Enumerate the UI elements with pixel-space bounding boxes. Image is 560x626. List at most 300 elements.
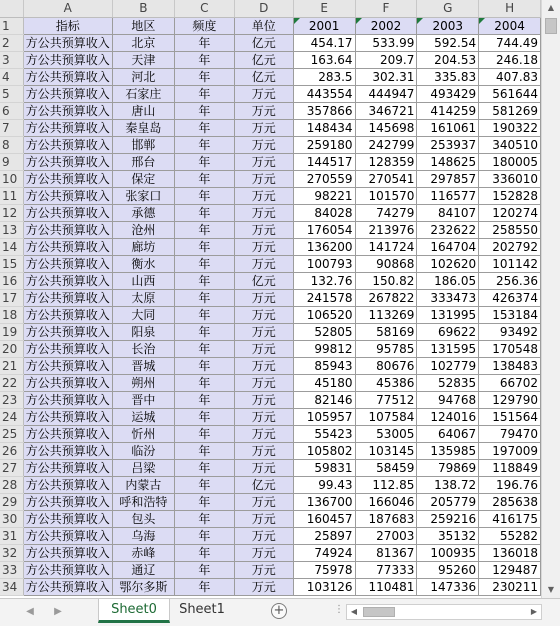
cell[interactable]: 58169 xyxy=(355,323,417,340)
cell[interactable]: 147336 xyxy=(417,578,479,595)
plus-circle-icon[interactable]: + xyxy=(271,603,287,619)
cell[interactable]: 136018 xyxy=(479,544,541,561)
cell[interactable]: 方公共预算收入 xyxy=(23,102,112,119)
cell[interactable]: 万元 xyxy=(234,204,293,221)
cell[interactable]: 230211 xyxy=(479,578,541,595)
column-header-e[interactable]: E xyxy=(293,0,355,17)
cell[interactable]: 万元 xyxy=(234,255,293,272)
header-cell[interactable]: 2001 xyxy=(293,17,355,34)
row-number[interactable]: 21 xyxy=(0,357,23,374)
cell[interactable]: 方公共预算收入 xyxy=(23,357,112,374)
row-number[interactable]: 33 xyxy=(0,561,23,578)
cell[interactable]: 万元 xyxy=(234,136,293,153)
row-number[interactable]: 5 xyxy=(0,85,23,102)
cell[interactable]: 年 xyxy=(174,255,234,272)
cell[interactable]: 85943 xyxy=(293,357,355,374)
cell[interactable]: 方公共预算收入 xyxy=(23,187,112,204)
cell[interactable]: 万元 xyxy=(234,374,293,391)
cell[interactable]: 176054 xyxy=(293,221,355,238)
cell[interactable]: 天津 xyxy=(112,51,174,68)
cell[interactable]: 方公共预算收入 xyxy=(23,459,112,476)
cell[interactable]: 186.05 xyxy=(417,272,479,289)
column-header-g[interactable]: G xyxy=(417,0,479,17)
row-number[interactable]: 32 xyxy=(0,544,23,561)
row-number[interactable]: 34 xyxy=(0,578,23,595)
scroll-up-icon[interactable]: ▲ xyxy=(547,3,555,12)
header-cell[interactable]: 频度 xyxy=(174,17,234,34)
row-number[interactable]: 24 xyxy=(0,408,23,425)
row-number[interactable]: 13 xyxy=(0,221,23,238)
column-header-b[interactable]: B xyxy=(112,0,174,17)
cell[interactable]: 万元 xyxy=(234,289,293,306)
cell[interactable]: 81367 xyxy=(355,544,417,561)
cell[interactable]: 方公共预算收入 xyxy=(23,136,112,153)
vertical-scrollbar[interactable] xyxy=(541,0,560,598)
cell[interactable]: 万元 xyxy=(234,170,293,187)
cell[interactable]: 102779 xyxy=(417,357,479,374)
cell[interactable]: 呼和浩特 xyxy=(112,493,174,510)
cell[interactable]: 152828 xyxy=(479,187,541,204)
scroll-right-icon[interactable]: ▶ xyxy=(530,607,538,616)
cell[interactable]: 年 xyxy=(174,85,234,102)
cell[interactable]: 年 xyxy=(174,323,234,340)
row-number[interactable]: 29 xyxy=(0,493,23,510)
cell[interactable]: 通辽 xyxy=(112,561,174,578)
cell[interactable]: 426374 xyxy=(479,289,541,306)
row-number[interactable]: 27 xyxy=(0,459,23,476)
row-number[interactable]: 28 xyxy=(0,476,23,493)
row-number[interactable]: 1 xyxy=(0,17,23,34)
cell[interactable]: 77512 xyxy=(355,391,417,408)
cell[interactable]: 592.54 xyxy=(417,34,479,51)
cell[interactable]: 运城 xyxy=(112,408,174,425)
cell[interactable]: 方公共预算收入 xyxy=(23,374,112,391)
cell[interactable]: 方公共预算收入 xyxy=(23,68,112,85)
cell[interactable]: 99812 xyxy=(293,340,355,357)
cell[interactable]: 万元 xyxy=(234,544,293,561)
cell[interactable]: 160457 xyxy=(293,510,355,527)
cell[interactable]: 98221 xyxy=(293,187,355,204)
cell[interactable]: 万元 xyxy=(234,221,293,238)
row-number[interactable]: 11 xyxy=(0,187,23,204)
cell[interactable]: 方公共预算收入 xyxy=(23,289,112,306)
cell[interactable]: 744.49 xyxy=(479,34,541,51)
cell[interactable]: 533.99 xyxy=(355,34,417,51)
row-number[interactable]: 18 xyxy=(0,306,23,323)
cell[interactable]: 335.83 xyxy=(417,68,479,85)
cell[interactable]: 103145 xyxy=(355,442,417,459)
cell[interactable]: 亿元 xyxy=(234,68,293,85)
cell[interactable]: 年 xyxy=(174,51,234,68)
cell[interactable]: 131995 xyxy=(417,306,479,323)
cell[interactable]: 407.83 xyxy=(479,68,541,85)
cell[interactable]: 414259 xyxy=(417,102,479,119)
row-number[interactable]: 10 xyxy=(0,170,23,187)
column-header-c[interactable]: C xyxy=(174,0,234,17)
cell[interactable]: 方公共预算收入 xyxy=(23,34,112,51)
scroll-thumb[interactable] xyxy=(545,18,557,34)
cell[interactable]: 101142 xyxy=(479,255,541,272)
cell[interactable]: 年 xyxy=(174,136,234,153)
cell[interactable]: 年 xyxy=(174,170,234,187)
cell[interactable]: 90868 xyxy=(355,255,417,272)
cell[interactable]: 万元 xyxy=(234,187,293,204)
cell[interactable]: 年 xyxy=(174,102,234,119)
cell[interactable]: 方公共预算收入 xyxy=(23,578,112,595)
cell[interactable]: 82146 xyxy=(293,391,355,408)
cell[interactable]: 205779 xyxy=(417,493,479,510)
cell[interactable]: 166046 xyxy=(355,493,417,510)
cell[interactable]: 年 xyxy=(174,238,234,255)
cell[interactable]: 年 xyxy=(174,68,234,85)
cell[interactable]: 52805 xyxy=(293,323,355,340)
cell[interactable]: 衡水 xyxy=(112,255,174,272)
cell[interactable]: 84028 xyxy=(293,204,355,221)
cell[interactable]: 方公共预算收入 xyxy=(23,544,112,561)
cell[interactable]: 张家口 xyxy=(112,187,174,204)
row-number[interactable]: 7 xyxy=(0,119,23,136)
cell[interactable]: 283.5 xyxy=(293,68,355,85)
cell[interactable]: 148434 xyxy=(293,119,355,136)
cell[interactable]: 方公共预算收入 xyxy=(23,255,112,272)
cell[interactable]: 45386 xyxy=(355,374,417,391)
cell[interactable]: 年 xyxy=(174,187,234,204)
cell[interactable]: 346721 xyxy=(355,102,417,119)
cell[interactable]: 大同 xyxy=(112,306,174,323)
cell[interactable]: 443554 xyxy=(293,85,355,102)
hscroll-thumb[interactable] xyxy=(363,607,395,617)
row-number[interactable]: 6 xyxy=(0,102,23,119)
cell[interactable]: 69622 xyxy=(417,323,479,340)
cell[interactable]: 357866 xyxy=(293,102,355,119)
tab-sheet0[interactable]: Sheet0 xyxy=(98,599,170,623)
column-header-a[interactable]: A xyxy=(23,0,112,17)
row-number[interactable]: 14 xyxy=(0,238,23,255)
cell[interactable]: 方公共预算收入 xyxy=(23,323,112,340)
row-number[interactable]: 30 xyxy=(0,510,23,527)
cell[interactable]: 年 xyxy=(174,476,234,493)
cell[interactable]: 方公共预算收入 xyxy=(23,493,112,510)
select-all-corner[interactable] xyxy=(0,0,23,17)
row-number[interactable]: 9 xyxy=(0,153,23,170)
cell[interactable]: 164704 xyxy=(417,238,479,255)
cell[interactable]: 万元 xyxy=(234,425,293,442)
cell[interactable]: 105957 xyxy=(293,408,355,425)
cell[interactable]: 256.36 xyxy=(479,272,541,289)
cell[interactable]: 石家庄 xyxy=(112,85,174,102)
cell[interactable]: 107584 xyxy=(355,408,417,425)
cell[interactable]: 临汾 xyxy=(112,442,174,459)
cell[interactable]: 万元 xyxy=(234,238,293,255)
cell[interactable]: 105802 xyxy=(293,442,355,459)
cell[interactable]: 132.76 xyxy=(293,272,355,289)
cell[interactable]: 万元 xyxy=(234,340,293,357)
cell[interactable]: 年 xyxy=(174,289,234,306)
cell[interactable]: 110481 xyxy=(355,578,417,595)
cell[interactable]: 64067 xyxy=(417,425,479,442)
cell[interactable]: 145698 xyxy=(355,119,417,136)
cell[interactable]: 187683 xyxy=(355,510,417,527)
cell[interactable]: 25897 xyxy=(293,527,355,544)
cell[interactable]: 万元 xyxy=(234,510,293,527)
cell[interactable]: 232622 xyxy=(417,221,479,238)
cell[interactable]: 581269 xyxy=(479,102,541,119)
cell[interactable]: 万元 xyxy=(234,391,293,408)
cell[interactable]: 年 xyxy=(174,119,234,136)
cell[interactable]: 年 xyxy=(174,442,234,459)
cell[interactable]: 180005 xyxy=(479,153,541,170)
cell[interactable]: 内蒙古 xyxy=(112,476,174,493)
cell[interactable]: 59831 xyxy=(293,459,355,476)
cell[interactable]: 唐山 xyxy=(112,102,174,119)
cell[interactable]: 113269 xyxy=(355,306,417,323)
cell[interactable]: 204.53 xyxy=(417,51,479,68)
cell[interactable]: 年 xyxy=(174,544,234,561)
row-number[interactable]: 16 xyxy=(0,272,23,289)
cell[interactable]: 承德 xyxy=(112,204,174,221)
cell[interactable]: 161061 xyxy=(417,119,479,136)
cell[interactable]: 方公共预算收入 xyxy=(23,170,112,187)
horizontal-scrollbar[interactable] xyxy=(346,604,542,620)
cell[interactable]: 万元 xyxy=(234,578,293,595)
cell[interactable]: 方公共预算收入 xyxy=(23,306,112,323)
cell[interactable]: 58459 xyxy=(355,459,417,476)
cell[interactable]: 太原 xyxy=(112,289,174,306)
cell[interactable]: 333473 xyxy=(417,289,479,306)
cell[interactable]: 112.85 xyxy=(355,476,417,493)
cell[interactable]: 方公共预算收入 xyxy=(23,510,112,527)
row-number[interactable]: 8 xyxy=(0,136,23,153)
cell[interactable]: 亿元 xyxy=(234,51,293,68)
cell[interactable]: 方公共预算收入 xyxy=(23,476,112,493)
column-header-d[interactable]: D xyxy=(234,0,293,17)
cell[interactable]: 河北 xyxy=(112,68,174,85)
cell[interactable]: 方公共预算收入 xyxy=(23,153,112,170)
cell[interactable]: 493429 xyxy=(417,85,479,102)
cell[interactable]: 年 xyxy=(174,306,234,323)
triangle-right-icon[interactable]: ▶ xyxy=(54,606,62,617)
cell[interactable]: 151564 xyxy=(479,408,541,425)
cell[interactable]: 亿元 xyxy=(234,476,293,493)
cell[interactable]: 年 xyxy=(174,272,234,289)
column-header-f[interactable]: F xyxy=(355,0,417,17)
cell[interactable]: 年 xyxy=(174,391,234,408)
cell[interactable]: 116577 xyxy=(417,187,479,204)
cell[interactable]: 万元 xyxy=(234,323,293,340)
cell[interactable]: 年 xyxy=(174,510,234,527)
cell[interactable]: 102620 xyxy=(417,255,479,272)
cell[interactable]: 150.82 xyxy=(355,272,417,289)
cell[interactable]: 153184 xyxy=(479,306,541,323)
cell[interactable]: 242799 xyxy=(355,136,417,153)
cell[interactable]: 297857 xyxy=(417,170,479,187)
cell[interactable]: 84107 xyxy=(417,204,479,221)
cell[interactable]: 年 xyxy=(174,578,234,595)
cell[interactable]: 259216 xyxy=(417,510,479,527)
cell[interactable]: 乌海 xyxy=(112,527,174,544)
cell[interactable]: 129487 xyxy=(479,561,541,578)
cell[interactable]: 年 xyxy=(174,374,234,391)
cell[interactable]: 方公共预算收入 xyxy=(23,442,112,459)
cell[interactable]: 77333 xyxy=(355,561,417,578)
cell[interactable]: 包头 xyxy=(112,510,174,527)
cell[interactable]: 忻州 xyxy=(112,425,174,442)
cell[interactable]: 246.18 xyxy=(479,51,541,68)
cell[interactable]: 邯郸 xyxy=(112,136,174,153)
cell[interactable]: 35132 xyxy=(417,527,479,544)
cell[interactable]: 120274 xyxy=(479,204,541,221)
cell[interactable]: 秦皇岛 xyxy=(112,119,174,136)
cell[interactable]: 93492 xyxy=(479,323,541,340)
cell[interactable]: 方公共预算收入 xyxy=(23,119,112,136)
cell[interactable]: 万元 xyxy=(234,442,293,459)
cell[interactable]: 53005 xyxy=(355,425,417,442)
cell[interactable]: 廊坊 xyxy=(112,238,174,255)
row-number[interactable]: 4 xyxy=(0,68,23,85)
cell[interactable]: 270559 xyxy=(293,170,355,187)
cell[interactable]: 101570 xyxy=(355,187,417,204)
row-number[interactable]: 25 xyxy=(0,425,23,442)
row-number[interactable]: 19 xyxy=(0,323,23,340)
cell[interactable]: 136700 xyxy=(293,493,355,510)
cell[interactable]: 163.64 xyxy=(293,51,355,68)
cell[interactable]: 27003 xyxy=(355,527,417,544)
cell[interactable]: 94768 xyxy=(417,391,479,408)
cell[interactable]: 270541 xyxy=(355,170,417,187)
cell[interactable]: 年 xyxy=(174,459,234,476)
row-number[interactable]: 26 xyxy=(0,442,23,459)
cell[interactable]: 年 xyxy=(174,34,234,51)
cell[interactable]: 晋中 xyxy=(112,391,174,408)
cell[interactable]: 亿元 xyxy=(234,272,293,289)
cell[interactable]: 年 xyxy=(174,493,234,510)
row-number[interactable]: 2 xyxy=(0,34,23,51)
cell[interactable]: 52835 xyxy=(417,374,479,391)
cell[interactable]: 方公共预算收入 xyxy=(23,272,112,289)
cell[interactable]: 年 xyxy=(174,204,234,221)
cell[interactable]: 99.43 xyxy=(293,476,355,493)
cell[interactable]: 66702 xyxy=(479,374,541,391)
cell[interactable]: 79869 xyxy=(417,459,479,476)
cell[interactable]: 阳泉 xyxy=(112,323,174,340)
cell[interactable]: 267822 xyxy=(355,289,417,306)
scroll-down-icon[interactable]: ▼ xyxy=(547,585,555,594)
cell[interactable]: 方公共预算收入 xyxy=(23,391,112,408)
cell[interactable]: 万元 xyxy=(234,357,293,374)
cell[interactable]: 沧州 xyxy=(112,221,174,238)
column-header-h[interactable]: H xyxy=(479,0,541,17)
cell[interactable]: 万元 xyxy=(234,102,293,119)
cell[interactable]: 74924 xyxy=(293,544,355,561)
cell[interactable]: 方公共预算收入 xyxy=(23,408,112,425)
cell[interactable]: 196.76 xyxy=(479,476,541,493)
cell[interactable]: 方公共预算收入 xyxy=(23,85,112,102)
cell[interactable]: 213976 xyxy=(355,221,417,238)
cell[interactable]: 年 xyxy=(174,527,234,544)
cell[interactable]: 135985 xyxy=(417,442,479,459)
cell[interactable]: 259180 xyxy=(293,136,355,153)
header-cell[interactable]: 指标 xyxy=(23,17,112,34)
cell[interactable]: 年 xyxy=(174,561,234,578)
cell[interactable]: 45180 xyxy=(293,374,355,391)
cell[interactable]: 209.7 xyxy=(355,51,417,68)
row-number[interactable]: 17 xyxy=(0,289,23,306)
cell[interactable]: 年 xyxy=(174,357,234,374)
cell[interactable]: 74279 xyxy=(355,204,417,221)
cell[interactable]: 454.17 xyxy=(293,34,355,51)
cell[interactable]: 万元 xyxy=(234,459,293,476)
cell[interactable]: 124016 xyxy=(417,408,479,425)
cell[interactable]: 方公共预算收入 xyxy=(23,51,112,68)
cell[interactable]: 晋城 xyxy=(112,357,174,374)
cell[interactable]: 202792 xyxy=(479,238,541,255)
cell[interactable]: 长治 xyxy=(112,340,174,357)
row-number[interactable]: 3 xyxy=(0,51,23,68)
cell[interactable]: 万元 xyxy=(234,85,293,102)
cell[interactable]: 103126 xyxy=(293,578,355,595)
cell[interactable]: 190322 xyxy=(479,119,541,136)
cell[interactable]: 131595 xyxy=(417,340,479,357)
cell[interactable]: 100935 xyxy=(417,544,479,561)
cell[interactable]: 253937 xyxy=(417,136,479,153)
header-cell[interactable]: 地区 xyxy=(112,17,174,34)
header-cell[interactable]: 单位 xyxy=(234,17,293,34)
cell[interactable]: 万元 xyxy=(234,493,293,510)
cell[interactable]: 128359 xyxy=(355,153,417,170)
row-number[interactable]: 31 xyxy=(0,527,23,544)
row-number[interactable]: 15 xyxy=(0,255,23,272)
cell[interactable]: 444947 xyxy=(355,85,417,102)
cell[interactable]: 79470 xyxy=(479,425,541,442)
cell[interactable]: 方公共预算收入 xyxy=(23,204,112,221)
cell[interactable]: 万元 xyxy=(234,153,293,170)
row-number[interactable]: 23 xyxy=(0,391,23,408)
cell[interactable]: 118849 xyxy=(479,459,541,476)
cell[interactable]: 方公共预算收入 xyxy=(23,527,112,544)
cell[interactable]: 170548 xyxy=(479,340,541,357)
header-cell[interactable]: 2003 xyxy=(417,17,479,34)
cell[interactable]: 保定 xyxy=(112,170,174,187)
cell[interactable]: 邢台 xyxy=(112,153,174,170)
row-number[interactable]: 20 xyxy=(0,340,23,357)
cell[interactable]: 144517 xyxy=(293,153,355,170)
cell[interactable]: 年 xyxy=(174,425,234,442)
cell[interactable]: 100793 xyxy=(293,255,355,272)
cell[interactable]: 55282 xyxy=(479,527,541,544)
cell[interactable]: 138.72 xyxy=(417,476,479,493)
cell[interactable]: 336010 xyxy=(479,170,541,187)
header-cell[interactable]: 2004 xyxy=(479,17,541,34)
cell[interactable]: 241578 xyxy=(293,289,355,306)
cell[interactable]: 年 xyxy=(174,221,234,238)
cell[interactable]: 141724 xyxy=(355,238,417,255)
tab-sheet1[interactable]: Sheet1 xyxy=(179,602,225,617)
cell[interactable]: 朔州 xyxy=(112,374,174,391)
cell[interactable]: 万元 xyxy=(234,561,293,578)
cell[interactable]: 方公共预算收入 xyxy=(23,221,112,238)
cell[interactable]: 80676 xyxy=(355,357,417,374)
cell[interactable]: 95260 xyxy=(417,561,479,578)
header-cell[interactable]: 2002 xyxy=(355,17,417,34)
cell[interactable]: 148625 xyxy=(417,153,479,170)
cell[interactable]: 55423 xyxy=(293,425,355,442)
cell[interactable]: 万元 xyxy=(234,119,293,136)
cell[interactable]: 万元 xyxy=(234,306,293,323)
cell[interactable]: 95785 xyxy=(355,340,417,357)
cell[interactable]: 方公共预算收入 xyxy=(23,561,112,578)
cell[interactable]: 年 xyxy=(174,153,234,170)
row-number[interactable]: 22 xyxy=(0,374,23,391)
